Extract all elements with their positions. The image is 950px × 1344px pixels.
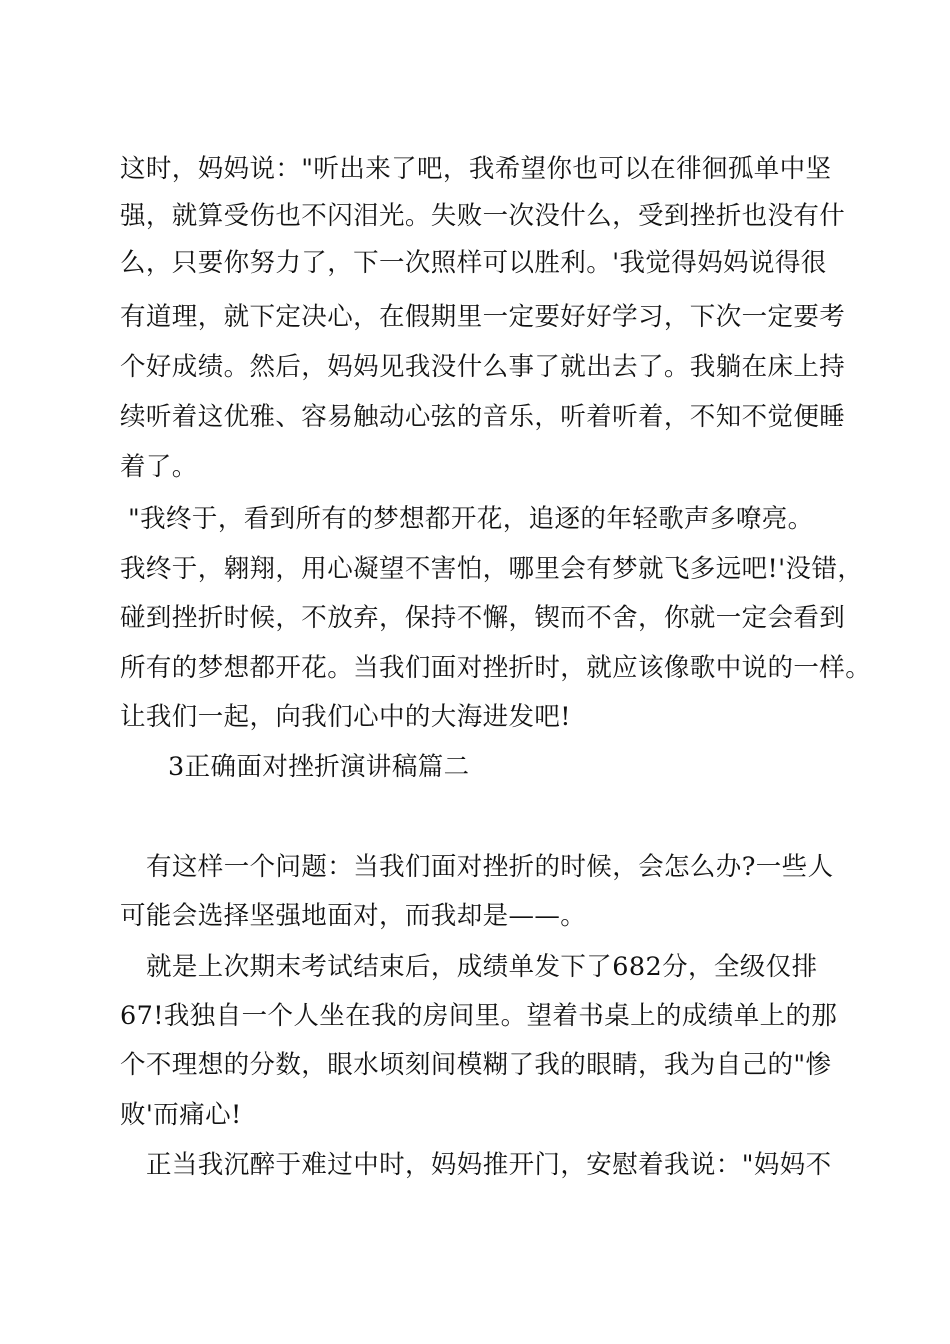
section-heading: 3正确面对挫折演讲稿篇二: [168, 752, 470, 782]
text-line: 续听着这优雅、容易触动心弦的音乐，听着听着，不知不觉便睡: [120, 402, 846, 432]
text-line: 个不理想的分数，眼水顷刻间模糊了我的眼睛，我为自己的"惨: [120, 1050, 832, 1080]
text-line: 有这样一个问题：当我们面对挫折的时候，会怎么办?一些人: [146, 852, 834, 882]
text-line: 着了。: [120, 452, 198, 482]
text-line: 强，就算受伤也不闪泪光。失败一次没什么，受到挫折也没有什: [120, 201, 846, 231]
text-line: 败'而痛心!: [120, 1100, 242, 1130]
text-line: 么，只要你努力了，下一次照样可以胜利。'我觉得妈妈说得很: [120, 248, 827, 278]
text-line: 正当我沉醉于难过中时，妈妈推开门，安慰着我说："妈妈不: [146, 1150, 832, 1180]
text-line: 有道理，就下定决心，在假期里一定要好好学习，下次一定要考: [120, 302, 846, 332]
text-line: 这时，妈妈说："听出来了吧，我希望你也可以在徘徊孤单中坚: [120, 154, 832, 184]
text-line: 67!我独自一个人坐在我的房间里。望着书桌上的成绩单上的那: [120, 1001, 838, 1031]
text-line: 碰到挫折时候，不放弃，保持不懈，锲而不舍，你就一定会看到: [120, 603, 846, 633]
text-line: 个好成绩。然后，妈妈见我没什么事了就出去了。我躺在床上持: [120, 352, 846, 382]
text-line: 我终于，翱翔，用心凝望不害怕，哪里会有梦就飞多远吧!'没错，: [120, 554, 864, 584]
text-line: "我终于，看到所有的梦想都开花，追逐的年轻歌声多嘹亮。: [128, 504, 814, 534]
text-line: 所有的梦想都开花。当我们面对挫折时，就应该像歌中说的一样。: [120, 653, 872, 683]
text-line: 就是上次期末考试结束后，成绩单发下了682分，全级仅排: [146, 952, 818, 982]
text-line: 可能会选择坚强地面对，而我却是——。: [120, 901, 587, 931]
text-line: 让我们一起，向我们心中的大海进发吧!: [120, 702, 571, 732]
